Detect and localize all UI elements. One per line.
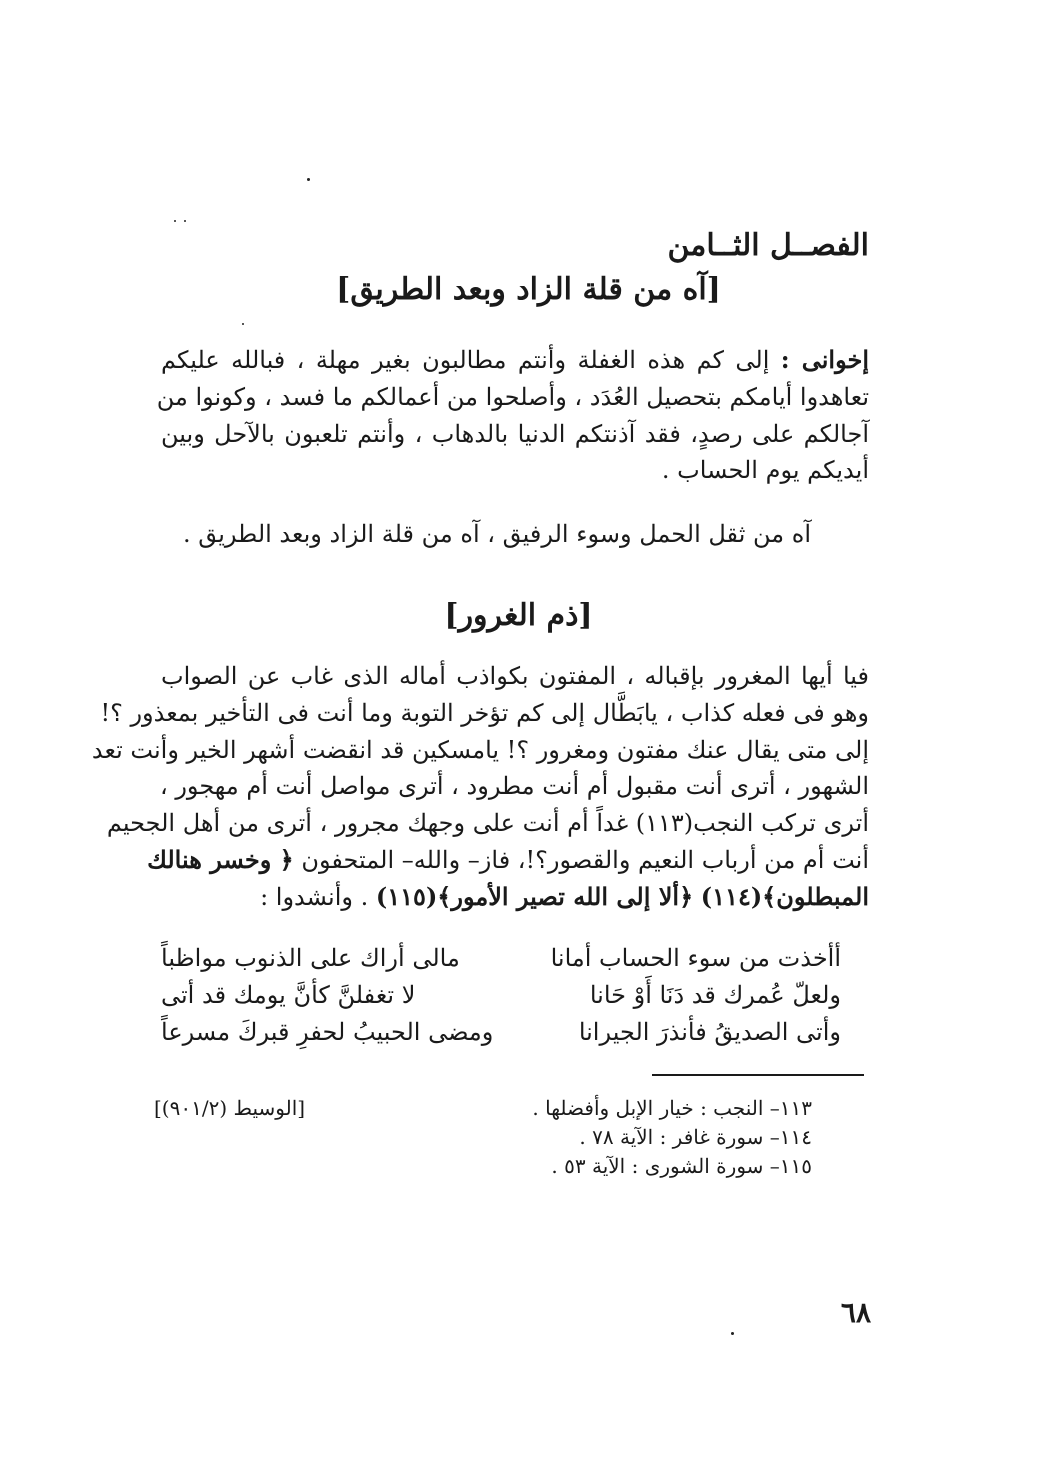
text-segment: أنت أم من أرباب النعيم والقصور؟!، فاز– والله– المتحفون xyxy=(301,845,869,874)
text-line: آجالكم على رصدٍ، فقد آذنتكم الدنيا بالدهاب ، وأنتم تلعبون بالآحل وبين xyxy=(161,419,869,448)
verse-left-hemistich: ولعلّ عُمرك قد دَنَا أَوْ حَانا xyxy=(589,981,841,1009)
text-line: أيديكم يوم الحساب . xyxy=(661,456,869,485)
footnote: ١١٤– سورة غافر : الآية ٧٨ . xyxy=(579,1125,812,1149)
footnote: ١١٣– النجب : خيار الإبل وأفضلها . xyxy=(532,1096,812,1120)
paragraph-lead: إخوانى : xyxy=(780,345,869,374)
print-speck xyxy=(184,220,186,222)
text-segment: . وأنشدوا : xyxy=(260,882,369,911)
text-line xyxy=(161,342,869,379)
poem xyxy=(161,940,841,1051)
paragraph xyxy=(91,658,869,916)
quran-quote: ﴿ وخسر هنالك xyxy=(147,844,294,874)
quran-quote: ﴿ألا إلى الله تصير الأمور﴾(١١٥) xyxy=(375,881,694,911)
text-line: فيا أيها المغرور بإقباله ، المفتون بكواذب أماله الذى غاب عن الصواب xyxy=(161,662,869,690)
paragraph xyxy=(161,516,811,553)
source-reference: [الوسيط (٩٠١/٢)] xyxy=(154,1096,306,1120)
paragraph xyxy=(156,342,869,489)
text-line: إلى متى يقال عنك مفتون ومغرور ؟! يامسكين قد انقضت أشهر الخير وأنت تعد xyxy=(91,735,869,764)
verse-left-hemistich: أأخذت من سوء الحساب أمانا xyxy=(550,944,841,972)
print-speck xyxy=(307,178,310,181)
text-line: الشهور ، أترى أنت مقبول أم أنت مطرود ، أترى مواصل أنت أم مهجور ، xyxy=(159,772,869,801)
text-line xyxy=(147,842,869,879)
footnote: ١١٥– سورة الشورى : الآية ٥٣ . xyxy=(551,1154,812,1178)
footnotes xyxy=(392,1094,812,1181)
quran-quote: المبطلون﴾(١١٤) xyxy=(700,881,869,911)
verse-right-hemistich: مالى أراك على الذنوب مواظباً xyxy=(161,944,460,972)
print-speck xyxy=(174,220,176,222)
poem-verse xyxy=(161,1014,841,1051)
footnote-divider xyxy=(652,1074,864,1076)
verse-right-hemistich: لا تغفلنَّ كأنَّ يومك قد أتى xyxy=(161,981,416,1009)
chapter-title: الفصــل الثــامن xyxy=(667,228,869,263)
text-line xyxy=(161,879,869,916)
text-line: تعاهدوا أيامكم بتحصيل العُدَد ، وأصلحوا من أعمالكم ما فسد ، وكونوا من xyxy=(156,382,869,411)
text-segment: إلى كم هذه الغفلة وأنتم مطالبون بغير مهلة ، فبالله عليكم xyxy=(161,346,770,374)
text-line: أترى تركب النجب(١١٣) غداً أم أنت على وجهك مجرور ، أترى من أهل الجحيم xyxy=(106,809,869,838)
poem-verse xyxy=(161,940,841,977)
poem-verse xyxy=(161,977,841,1014)
print-speck xyxy=(731,1332,734,1335)
text-line: وهو فى فعله كذاب ، يابَطَّال إلى كم تؤخر التوبة وما أنت فى التأخير بمعذور ؟! xyxy=(100,698,869,727)
print-speck xyxy=(242,323,244,325)
section-title: [ذم الغرور] xyxy=(444,598,593,633)
verse-left-hemistich: وأتى الصديقُ فأنذرَ الجيرانا xyxy=(578,1018,841,1046)
verse-right-hemistich: ومضى الحبيبُ لحفرِ قبركَ مسرعاً xyxy=(161,1018,494,1046)
page-number: ٦٨ xyxy=(840,1296,871,1329)
text-line: آه من ثقل الحمل وسوء الرفيق ، آه من قلة الزاد وبعد الطريق . xyxy=(182,520,811,548)
section-title: [آه من قلة الزاد وبعد الطريق] xyxy=(336,272,721,307)
